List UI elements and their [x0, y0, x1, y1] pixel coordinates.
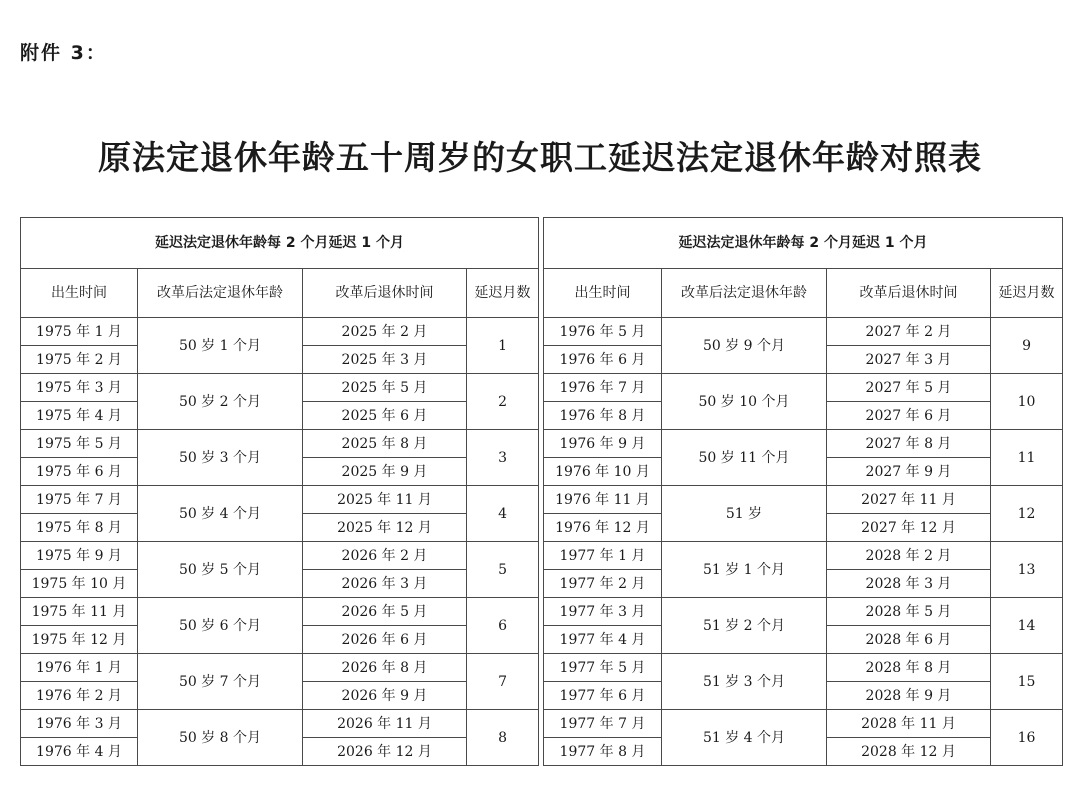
birth-date-cell: 1975 年 8 月 [21, 514, 138, 542]
birth-date-cell: 1975 年 6 月 [21, 458, 138, 486]
birth-date-cell: 1976 年 1 月 [21, 654, 138, 682]
delay-months-cell: 16 [991, 710, 1063, 766]
document-title: 原法定退休年龄五十周岁的女职工延迟法定退休年龄对照表 [98, 138, 982, 177]
birth-date-cell: 1975 年 3 月 [21, 374, 138, 402]
birth-date-cell: 1975 年 10 月 [21, 570, 138, 598]
header-retirement-date: 改革后退休时间 [827, 269, 991, 318]
delay-months-cell: 7 [467, 654, 539, 710]
birth-date-cell: 1975 年 4 月 [21, 402, 138, 430]
delay-months-cell: 4 [467, 486, 539, 542]
retirement-date-cell: 2027 年 5 月 [827, 374, 991, 402]
birth-date-cell: 1977 年 4 月 [544, 626, 662, 654]
birth-date-cell: 1975 年 7 月 [21, 486, 138, 514]
header-retirement-date: 改革后退休时间 [303, 269, 467, 318]
retirement-date-cell: 2028 年 2 月 [827, 542, 991, 570]
retirement-age-cell: 50 岁 4 个月 [138, 486, 303, 542]
retirement-date-cell: 2026 年 11 月 [303, 710, 467, 738]
retirement-table-right [543, 217, 1063, 766]
retirement-age-cell: 50 岁 5 个月 [138, 542, 303, 598]
retirement-date-cell: 2027 年 12 月 [827, 514, 991, 542]
header-delay-months: 延迟月数 [991, 269, 1063, 318]
birth-date-cell: 1975 年 9 月 [21, 542, 138, 570]
delay-months-cell: 8 [467, 710, 539, 766]
birth-date-cell: 1976 年 12 月 [544, 514, 662, 542]
table-row [21, 374, 539, 402]
delay-months-cell: 2 [467, 374, 539, 430]
retirement-age-cell: 50 岁 11 个月 [662, 430, 827, 486]
delay-months-cell: 12 [991, 486, 1063, 542]
retirement-date-cell: 2026 年 6 月 [303, 626, 467, 654]
retirement-date-cell: 2027 年 8 月 [827, 430, 991, 458]
retirement-date-cell: 2026 年 9 月 [303, 682, 467, 710]
retirement-age-cell: 51 岁 4 个月 [662, 710, 827, 766]
birth-date-cell: 1977 年 1 月 [544, 542, 662, 570]
delay-months-cell: 3 [467, 430, 539, 486]
table-row [21, 542, 539, 570]
table-row [21, 486, 539, 514]
birth-date-cell: 1975 年 11 月 [21, 598, 138, 626]
birth-date-cell: 1977 年 3 月 [544, 598, 662, 626]
table-header-row [21, 269, 539, 318]
retirement-date-cell: 2028 年 12 月 [827, 738, 991, 766]
retirement-date-cell: 2025 年 12 月 [303, 514, 467, 542]
birth-date-cell: 1976 年 3 月 [21, 710, 138, 738]
birth-date-cell: 1976 年 6 月 [544, 346, 662, 374]
retirement-age-cell: 50 岁 10 个月 [662, 374, 827, 430]
retirement-date-cell: 2028 年 9 月 [827, 682, 991, 710]
delay-months-cell: 6 [467, 598, 539, 654]
table-row [544, 318, 1063, 346]
table-caption: 延迟法定退休年龄每 2 个月延迟 1 个月 [544, 218, 1063, 269]
retirement-age-cell: 50 岁 8 个月 [138, 710, 303, 766]
birth-date-cell: 1976 年 7 月 [544, 374, 662, 402]
birth-date-cell: 1975 年 12 月 [21, 626, 138, 654]
table-row [544, 654, 1063, 682]
delay-months-cell: 5 [467, 542, 539, 598]
retirement-date-cell: 2025 年 11 月 [303, 486, 467, 514]
table-row [544, 374, 1063, 402]
retirement-date-cell: 2026 年 12 月 [303, 738, 467, 766]
retirement-date-cell: 2027 年 3 月 [827, 346, 991, 374]
table-caption: 延迟法定退休年龄每 2 个月延迟 1 个月 [21, 218, 539, 269]
header-birth-date: 出生时间 [544, 269, 662, 318]
retirement-date-cell: 2028 年 3 月 [827, 570, 991, 598]
delay-months-cell: 11 [991, 430, 1063, 486]
retirement-age-cell: 50 岁 6 个月 [138, 598, 303, 654]
table-row [21, 654, 539, 682]
birth-date-cell: 1975 年 5 月 [21, 430, 138, 458]
retirement-age-cell: 50 岁 9 个月 [662, 318, 827, 374]
birth-date-cell: 1976 年 10 月 [544, 458, 662, 486]
retirement-date-cell: 2027 年 11 月 [827, 486, 991, 514]
delay-months-cell: 9 [991, 318, 1063, 374]
retirement-age-cell: 51 岁 1 个月 [662, 542, 827, 598]
table-header-row [544, 269, 1063, 318]
retirement-age-cell: 50 岁 3 个月 [138, 430, 303, 486]
table-row [544, 598, 1063, 626]
table-row [544, 710, 1063, 738]
retirement-date-cell: 2027 年 6 月 [827, 402, 991, 430]
retirement-date-cell: 2027 年 2 月 [827, 318, 991, 346]
table-caption-row [21, 218, 539, 269]
table-caption-row [544, 218, 1063, 269]
birth-date-cell: 1976 年 5 月 [544, 318, 662, 346]
retirement-date-cell: 2025 年 6 月 [303, 402, 467, 430]
retirement-date-cell: 2025 年 8 月 [303, 430, 467, 458]
birth-date-cell: 1975 年 2 月 [21, 346, 138, 374]
retirement-date-cell: 2028 年 8 月 [827, 654, 991, 682]
table-row [21, 430, 539, 458]
delay-months-cell: 14 [991, 598, 1063, 654]
attachment-label: 附件 3： [20, 42, 107, 64]
birth-date-cell: 1976 年 2 月 [21, 682, 138, 710]
retirement-date-cell: 2026 年 3 月 [303, 570, 467, 598]
retirement-date-cell: 2028 年 11 月 [827, 710, 991, 738]
retirement-date-cell: 2025 年 9 月 [303, 458, 467, 486]
birth-date-cell: 1977 年 6 月 [544, 682, 662, 710]
retirement-age-cell: 50 岁 1 个月 [138, 318, 303, 374]
birth-date-cell: 1977 年 7 月 [544, 710, 662, 738]
retirement-date-cell: 2026 年 5 月 [303, 598, 467, 626]
header-retirement-age: 改革后法定退休年龄 [662, 269, 827, 318]
retirement-date-cell: 2026 年 8 月 [303, 654, 467, 682]
delay-months-cell: 1 [467, 318, 539, 374]
birth-date-cell: 1975 年 1 月 [21, 318, 138, 346]
table-row [21, 710, 539, 738]
table-row [544, 486, 1063, 514]
retirement-date-cell: 2025 年 2 月 [303, 318, 467, 346]
header-birth-date: 出生时间 [21, 269, 138, 318]
retirement-table-left [20, 217, 539, 766]
retirement-age-cell: 51 岁 3 个月 [662, 654, 827, 710]
birth-date-cell: 1976 年 9 月 [544, 430, 662, 458]
birth-date-cell: 1977 年 8 月 [544, 738, 662, 766]
retirement-age-cell: 50 岁 2 个月 [138, 374, 303, 430]
retirement-age-cell: 50 岁 7 个月 [138, 654, 303, 710]
table-row [544, 430, 1063, 458]
birth-date-cell: 1977 年 5 月 [544, 654, 662, 682]
table-row [21, 598, 539, 626]
delay-months-cell: 10 [991, 374, 1063, 430]
retirement-age-cell: 51 岁 [662, 486, 827, 542]
header-delay-months: 延迟月数 [467, 269, 539, 318]
retirement-date-cell: 2028 年 6 月 [827, 626, 991, 654]
delay-months-cell: 15 [991, 654, 1063, 710]
birth-date-cell: 1976 年 4 月 [21, 738, 138, 766]
delay-months-cell: 13 [991, 542, 1063, 598]
retirement-date-cell: 2025 年 3 月 [303, 346, 467, 374]
retirement-date-cell: 2028 年 5 月 [827, 598, 991, 626]
retirement-date-cell: 2025 年 5 月 [303, 374, 467, 402]
retirement-date-cell: 2027 年 9 月 [827, 458, 991, 486]
birth-date-cell: 1976 年 11 月 [544, 486, 662, 514]
header-retirement-age: 改革后法定退休年龄 [138, 269, 303, 318]
table-row [21, 318, 539, 346]
birth-date-cell: 1977 年 2 月 [544, 570, 662, 598]
retirement-age-cell: 51 岁 2 个月 [662, 598, 827, 654]
retirement-date-cell: 2026 年 2 月 [303, 542, 467, 570]
table-row [544, 542, 1063, 570]
birth-date-cell: 1976 年 8 月 [544, 402, 662, 430]
